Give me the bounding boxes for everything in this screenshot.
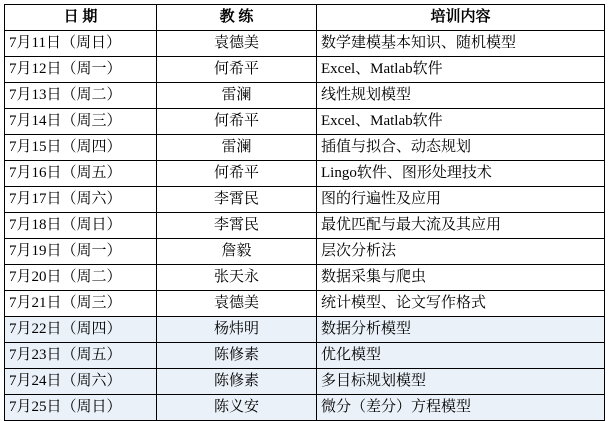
cell-coach: 杨炜明: [157, 317, 317, 343]
cell-coach: 李霄民: [157, 213, 317, 239]
table-row: [5, 31, 605, 57]
cell-coach: 袁德美: [157, 31, 317, 57]
cell-content: 多目标规划模型: [317, 369, 605, 395]
cell-coach: 何希平: [157, 57, 317, 83]
cell-date: 7月11日（周日）: [5, 31, 157, 57]
cell-date: 7月19日（周一）: [5, 239, 157, 265]
cell-content: 数据采集与爬虫: [317, 265, 605, 291]
cell-content: 统计模型、论文写作格式: [317, 291, 605, 317]
cell-coach: 雷澜: [157, 83, 317, 109]
cell-content: 线性规划模型: [317, 83, 605, 109]
cell-coach: 李霄民: [157, 187, 317, 213]
table-row: [5, 135, 605, 161]
table-row: [5, 265, 605, 291]
cell-date: 7月22日（周四）: [5, 317, 157, 343]
cell-date: 7月15日（周四）: [5, 135, 157, 161]
table-header: [5, 5, 605, 31]
cell-date: 7月24日（周六）: [5, 369, 157, 395]
cell-date: 7月14日（周三）: [5, 109, 157, 135]
column-header-content: 培训内容: [317, 5, 605, 31]
cell-date: 7月12日（周一）: [5, 57, 157, 83]
cell-date: 7月23日（周五）: [5, 343, 157, 369]
cell-coach: 陈修素: [157, 343, 317, 369]
column-header-coach: 教 练: [157, 5, 317, 31]
cell-content: 层次分析法: [317, 239, 605, 265]
table-row: [5, 83, 605, 109]
cell-coach: 何希平: [157, 161, 317, 187]
cell-coach: 张天永: [157, 265, 317, 291]
cell-content: 插值与拟合、动态规划: [317, 135, 605, 161]
table-row: [5, 213, 605, 239]
cell-date: 7月17日（周六）: [5, 187, 157, 213]
cell-content: Excel、Matlab软件: [317, 57, 605, 83]
table-row: [5, 161, 605, 187]
cell-content: 数据分析模型: [317, 317, 605, 343]
cell-date: 7月21日（周三）: [5, 291, 157, 317]
cell-content: 优化模型: [317, 343, 605, 369]
cell-coach: 何希平: [157, 109, 317, 135]
cell-date: 7月18日（周日）: [5, 213, 157, 239]
cell-coach: 陈义安: [157, 395, 317, 421]
column-header-date: 日 期: [5, 5, 157, 31]
cell-date: 7月20日（周二）: [5, 265, 157, 291]
table-row: [5, 239, 605, 265]
cell-content: 最优匹配与最大流及其应用: [317, 213, 605, 239]
table-row: [5, 291, 605, 317]
cell-content: Lingo软件、图形处理技术: [317, 161, 605, 187]
table-row: [5, 57, 605, 83]
cell-content: 微分（差分）方程模型: [317, 395, 605, 421]
cell-coach: 陈修素: [157, 369, 317, 395]
table-row: [5, 343, 605, 369]
cell-content: Excel、Matlab软件: [317, 109, 605, 135]
table-row: [5, 317, 605, 343]
table-body: [5, 31, 605, 421]
table-header-row: [5, 5, 605, 31]
table-row: [5, 395, 605, 421]
cell-date: 7月25日（周日）: [5, 395, 157, 421]
cell-coach: 詹毅: [157, 239, 317, 265]
table-row: [5, 187, 605, 213]
cell-coach: 袁德美: [157, 291, 317, 317]
training-schedule-table: [4, 4, 605, 421]
cell-date: 7月16日（周五）: [5, 161, 157, 187]
cell-date: 7月13日（周二）: [5, 83, 157, 109]
table-row: [5, 369, 605, 395]
cell-content: 图的行遍性及应用: [317, 187, 605, 213]
table-row: [5, 109, 605, 135]
cell-content: 数学建模基本知识、随机模型: [317, 31, 605, 57]
cell-coach: 雷澜: [157, 135, 317, 161]
